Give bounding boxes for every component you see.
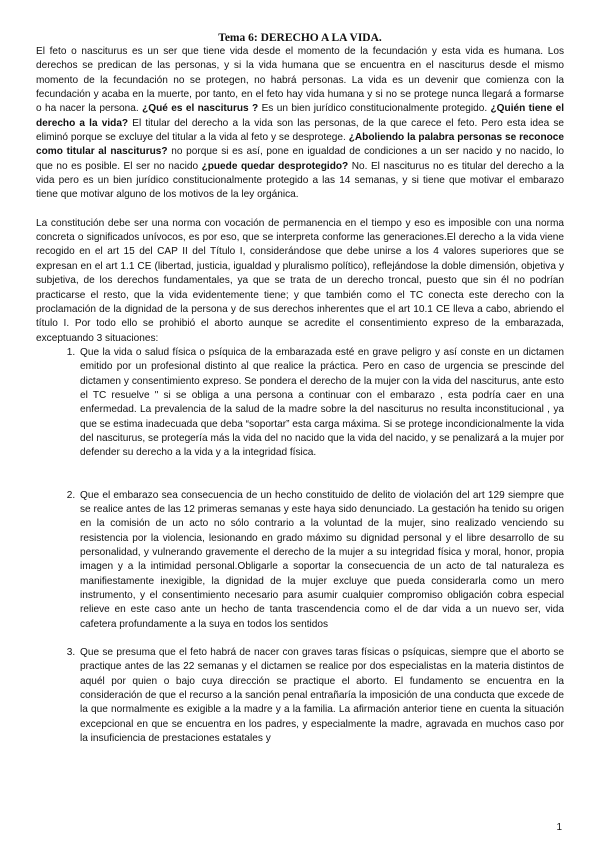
question-unprotected: ¿puede quedar desprotegido? (201, 160, 349, 172)
paragraph-gap (36, 203, 564, 217)
situation-item-1: 1. Que la vida o salud física o psíquica de la embarazada esté en grave peligro y así conste en un dictamen emitido por un profesional distinto al que realice la práctica. Pero en caso de urgencia se prescinde del dictamen y consentimiento expreso. Se pondera el derecho de la mujer con la vida del nasciturus, ante esto el TC resuelve " si se obliga a una persona a continuar con el embarazo , esta podría caer en una enfermedad. La prevalencia de la salud de la madre sobre la del nasciturus no resulta inconstitucional , ya que se estima inadecuada que deba “soportar” esta carga máxima. Si se protege incondicionalmente la vida del nasciturus, se protegería más la vida del no nacido que la vida del nacido, y se penalizará a la mujer por defender su derecho a la vida y a la integridad física. (78, 346, 564, 461)
question-abolishing-word: ¿Aboliendo la palabra personas se reconoce como titular al nasciturus? (36, 132, 565, 158)
question-who-has-right: ¿Quién tiene el derecho a la vida? (36, 103, 564, 129)
document-title: Tema 6: DERECHO A LA VIDA. (218, 32, 382, 44)
page-number: 1 (556, 822, 562, 833)
situation-item-3: 3. Que se presuma que el feto habrá de nacer con graves taras físicas o psíquicas, siempre que el aborto se practique antes de las 22 semanas y el dictamen se realice por dos especialistas en la materia distintos de aquél por quien o bajo cuya dirección se practique el aborto. El fundamento se encuentra en la consideración de que el recurso a la sanción penal entrañaría la imposición de una conducta que excede de la que normalmente es exigible a la madre y a la familia. La afirmación anterior tiene en cuenta la situación excepcional en que se encuentra en los padres, y especialmente la madre, agravada en muchos caso por la insuficiencia de prestaciones estatales y (78, 646, 564, 746)
intro-text: El feto o nasciturus es un ser que tiene vida desde el momento de la fecundación y esta vida es humana. Los derechos se predican de las personas, y si la vida humana que se encuentra en el nasciturus desde el mismo momento de la fecundación no se protegen, no habrá personas. La vida es un devenir que comienza con la fecundación y acaba en la muerte, por tanto, en el feto hay vida humana y si no se protege nunca llegará a formarse o ha nacer la persona. (36, 46, 564, 115)
situation-item-2: 2. Que el embarazo sea consecuencia de un hecho constituido de delito de violación del art 129 siempre que se realice antes de las 12 primeras semanas y este haya sido denunciado. La gestación ha tenido su origen en la comisión de un acto no sólo contrario a la voluntad de la mujer, sino realizado venciendo su resistencia por la violencia, lesionando en grado máximo su dignidad personal y el libre desarrollo de su personalidad, y vulnerando gravemente el derecho de la mujer a su integridad física y moral, honor, propia imagen y a la intimidad personal.Obligarle a soportar la consecuencia de un acto de tal naturaleza es manifiestamente inexigible, la dignidad de la mujer excluye que pueda considerarla como un mero instrumento, y el consentimiento necesario para asumir cualquier compromiso obligación cobra especial relieve en este caso ante un hecho de tanta trascendencia como el de dar vida a un nuevo ser, vida cafetera profundamente a la suya en todos los sentidos (78, 489, 564, 632)
constitution-paragraph: La constitución debe ser una norma con vocación de permanencia en el tiempo y eso es imposible con una norma concreta o significados unívocos, es por eso, que se interpreta conforme las generaciones.El derecho a la vida viene recogido en el art 15 del CAP II del Título I, considerándose que debe unirse a los 4 valores superiores que se expresan en el art 1.1 CE (libertad, justicia, igualdad y pluralismo político), reflejándose la doble dimensión, objetiva y subjetiva, de los derechos fundamentales, ya que se trata de un derecho troncal, puesto que sin él no podrían practicarse el resto, que la vida evidentemente tiene; y que también como el TC conecta este derecho con la proclamación de la dignidad de la persona y de sus derechos inherentes que el art 10.1 CE lleva a cabo, abriendo el título I. Por todo ello se prohibió el aborto aunque se acredite el consentimiento expreso de la embarazada, exceptuando 3 situaciones: (36, 217, 564, 344)
intro-text: El titular del derecho a la vida son las personas, de la que carece el feto. Pero esta idea se eliminó porque se excluye del titular a la vida al feto y se desprotege. (36, 117, 565, 144)
intro-text: Es un bien jurídico constitucionalmente protegido. (258, 103, 491, 115)
situations-list (36, 346, 564, 747)
intro-text: no porque si es así, pone en igualdad de condiciones a un ser nacido y no nacido, lo que no es posible. El ser no nacido (36, 146, 564, 172)
question-what-is-nasciturus: ¿Qué es el nasciturus ? (142, 103, 259, 115)
intro-paragraph (36, 45, 564, 203)
intro-text: No. El nasciturus no es titular del derecho a la vida pero es un bien jurídico constitucionalmente protegido a las 14 semanas, y si tiene que motivar el embarazo tiene que motivar alguno de los motivos de la ley orgánica. (36, 160, 564, 201)
